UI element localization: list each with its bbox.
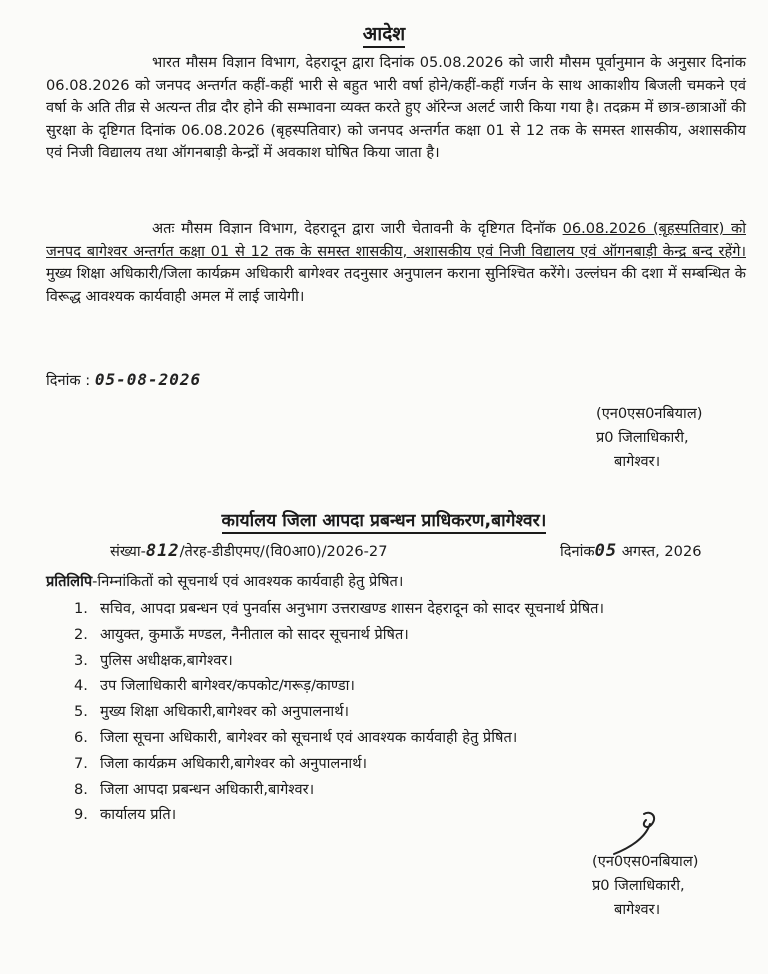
reference-handwritten-number: 812 <box>145 541 180 561</box>
order-date-handwritten: 05-08-2026 <box>94 370 202 389</box>
reference-number <box>110 541 387 561</box>
copy-heading-text: -निम्नांकितों को सूचनार्थ एवं आवश्यक कार्यवाही हेतु प्रेषित। <box>92 573 404 590</box>
order-title: आदेश <box>0 20 768 46</box>
copy-heading <box>46 571 403 591</box>
copy-signatory-name: (एन0एस0नबियाल) <box>592 853 699 870</box>
reference-prefix: संख्या- <box>110 543 146 560</box>
order-signatory-designation: प्र0 जिलाधिकारी, <box>596 429 689 446</box>
list-item: 2. आयुक्त, कुमाऊँ मण्डल, नैनीताल को सादर सूचनार्थ प्रेषित। <box>74 625 409 643</box>
copy-signature-block <box>592 850 698 922</box>
copy-heading-label: प्रतिलिपि <box>46 573 93 590</box>
list-item: 1. सचिव, आपदा प्रबन्धन एवं पुनर्वास अनुभाग उत्तराखण्ड शासन देहरादून को सादर सूचनार्थ प्रेषित। <box>74 600 604 617</box>
reference-suffix: /तेरह-डीडीएमए/(वि0आ0)/2026-27 <box>179 543 388 560</box>
list-item: 5. मुख्य शिक्षा अधिकारी,बागेश्वर को अनुपालनार्थ। <box>74 703 350 721</box>
order-signatory-place: बागेश्वर। <box>614 453 661 470</box>
list-item: 3. पुलिस अधीक्षक,बागेश्वर। <box>74 651 233 669</box>
list-item: 4. उप जिलाधिकारी बागेश्वर/कपकोट/गरूड़/काण्डा। <box>74 677 355 695</box>
list-item: 6. जिला सूचना अधिकारी, बागेश्वर को सूचनार्थ एवं आवश्यक कार्यवाही हेतु प्रेषित। <box>74 728 518 746</box>
copy-date <box>560 541 702 561</box>
office-title: कार्यालय जिला आपदा प्रबन्धन प्राधिकरण,बागेश्वर। <box>0 508 768 532</box>
order-signature-block <box>596 402 702 474</box>
order-signatory-name: (एन0एस0नबियाल) <box>596 405 703 422</box>
copy-date-label: दिनांक <box>560 543 595 560</box>
order-date-label: दिनांक : <box>46 372 91 389</box>
order-paragraph-2-start: अतः मौसम विज्ञान विभाग, देहरादून द्वारा जारी चेतावनी के दृष्टिगत दिनॉक <box>152 220 563 237</box>
copy-recipient-list <box>74 596 604 828</box>
copy-signatory-designation: प्र0 जिलाधिकारी, <box>592 877 685 894</box>
order-date <box>46 370 201 390</box>
copy-date-day-handwritten: 05 <box>594 541 618 561</box>
order-paragraph-2-underlined: 06.08.2026 (बृहस्पतिवार) को जनपद बागेश्वर अन्तर्गत कक्षा 01 से 12 तक के समस्त शासकीय, अशासकीय एवं निजी विद्यालय एवं ऑगनबाड़ी केन्द्र बन्द रहेंगे। <box>46 220 746 260</box>
order-paragraph-2 <box>46 218 746 308</box>
list-item: 8. जिला आपदा प्रबन्धन अधिकारी,बागेश्वर। <box>74 780 315 798</box>
copy-date-rest: अगस्त, 2026 <box>621 543 702 560</box>
list-item: 9. कार्यालय प्रति। <box>74 806 177 824</box>
order-paragraph-2-end: मुख्य शिक्षा अधिकारी/जिला कार्यक्रम अधिकारी बागेश्वर तदनुसार अनुपालन कराना सुनिश्चित करेंगे। उल्लंघन की दशा में सम्बन्धित के विरूद्ध आवश्यक कार्यवाही अमल में लाई जायेगी। <box>46 265 746 305</box>
order-paragraph-1: भारत मौसम विज्ञान विभाग, देहरादून द्वारा दिनांक 05.08.2026 को जारी मौसम पूर्वानुमान के अनुसार दिनांक 06.08.2026 को जनपद अन्तर्गत कहीं-कहीं भारी से बहुत भारी वर्षा होने/कहीं-कहीं गर्जन के साथ आकाशीय बिजली चमकने एवं वर्षा के अति तीव्र से अत्यन्त तीव्र दौर होने की सम्भावना व्यक्त करते हुए ऑरेन्ज अलर्ट जारी किया गया है। तदक्रम में छात्र-छात्राओं की सुरक्षा के दृष्टिगत दिनांक 06.08.2026 (बृहस्पतिवार) को जनपद अन्तर्गत कक्षा 01 से 12 तक के समस्त शासकीय, अशासकीय एवं निजी विद्यालय तथा ऑगनबाड़ी केन्द्रों में अवकाश घोषित किया जाता है। <box>46 54 747 161</box>
copy-signatory-place: बागेश्वर। <box>614 901 661 918</box>
list-item: 7. जिला कार्यक्रम अधिकारी,बागेश्वर को अनुपालनार्थ। <box>74 754 368 772</box>
